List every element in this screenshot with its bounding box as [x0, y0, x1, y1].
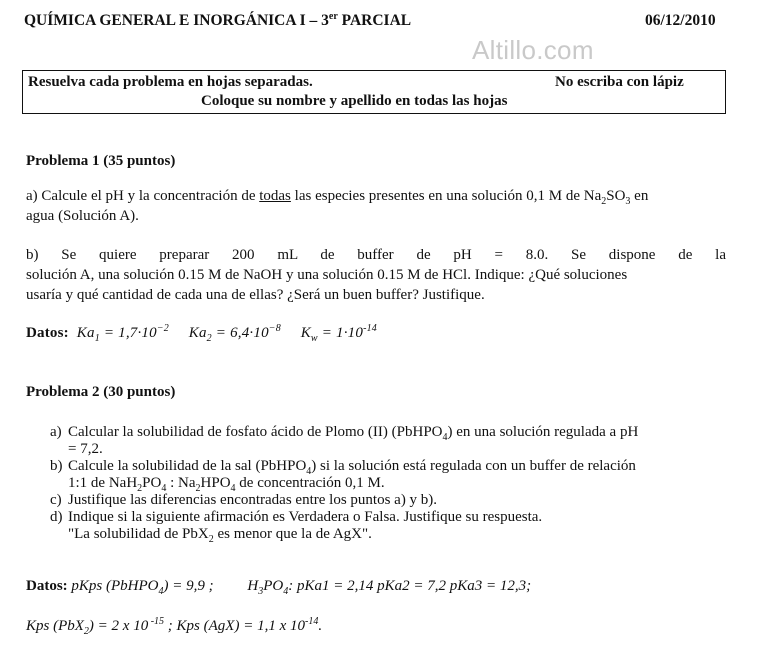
problem1-data: Datos: $Ka_1 = 1,7\cdot 10^{-2}$ $Ka_2 = 6,4\cdot 10^{-8}$ $K_w = 1\cdot 10^{-14}$: [26, 323, 377, 344]
problem2-heading: Problema 2 (30 puntos): [26, 384, 176, 400]
problem2-data-line2: Kps (PbX$_2$) = 2 x 10 $^{-15}$ ; Kps (AgX) = 1,1 x $10^{-14}$.: [26, 616, 323, 637]
problem2-items: [26, 424, 726, 543]
instruction-no-pencil: No escriba con lápiz: [555, 74, 684, 90]
problem2-item-c: c) Justifique las diferencias encontradas entre los puntos a) y b).: [50, 492, 438, 508]
problem1-b-line2: solución A, una solución 0.15 M de NaOH y una solución 0.15 M de HCl. Indique: ¿Qué soluciones: [26, 267, 628, 283]
problem1-a-line2: agua (Solución A).: [26, 208, 139, 224]
watermark: Altillo.com: [472, 35, 594, 65]
instruction-name: Coloque su nombre y apellido en todas las hojas: [201, 93, 508, 109]
exam-date: 06/12/2010: [645, 12, 716, 29]
exam-title: QUÍMICA GENERAL E INORGÁNICA I – 3er PARCIAL: [24, 10, 412, 29]
problem1-b-line3: usaría y qué cantidad de cada una de ellas? ¿Será un buen buffer? Justifique.: [26, 287, 485, 303]
problem2-item-d: d) Indique si la siguiente afirmación es Verdadera o Falsa. Justifique su respuesta. "La solubilidad de PbX$_2$ es menor que la de AgX".: [50, 509, 543, 545]
problem1-heading: Problema 1 (35 puntos): [26, 153, 176, 169]
problem2-data-line1: Datos: pKps (PbHPO$_4$) = 9,9 ; $H_3PO_4$: pKa1 = 2,14 pKa2 = 7,2 pKa3 = 12,3;: [26, 578, 532, 597]
problem1-a-line1: a) Calcule el pH y la concentración de todas las especies presentes en una solución 0,1 M de $Na_2SO_3$ en: [26, 188, 649, 207]
instruction-separate-sheets: Resuelva cada problema en hojas separadas.: [28, 74, 313, 90]
problem2-item-a: a) Calcular la solubilidad de fosfato ácido de Plomo (II) (PbHPO$_4$) en una solución regulada a pH = 7,2.: [50, 424, 639, 457]
problem2-item-b: b) Calcule la solubilidad de la sal (PbHPO$_4$) si la solución está regulada con un buffer de relación 1:1 de $NaH_2PO_4$ : $Na_2HPO_4$ de concentración 0,1 M.: [50, 458, 636, 494]
problem1-b-line1: b) Se quiere preparar 200 mL de buffer de pH = 8.0. Se dispone de la: [26, 247, 726, 263]
